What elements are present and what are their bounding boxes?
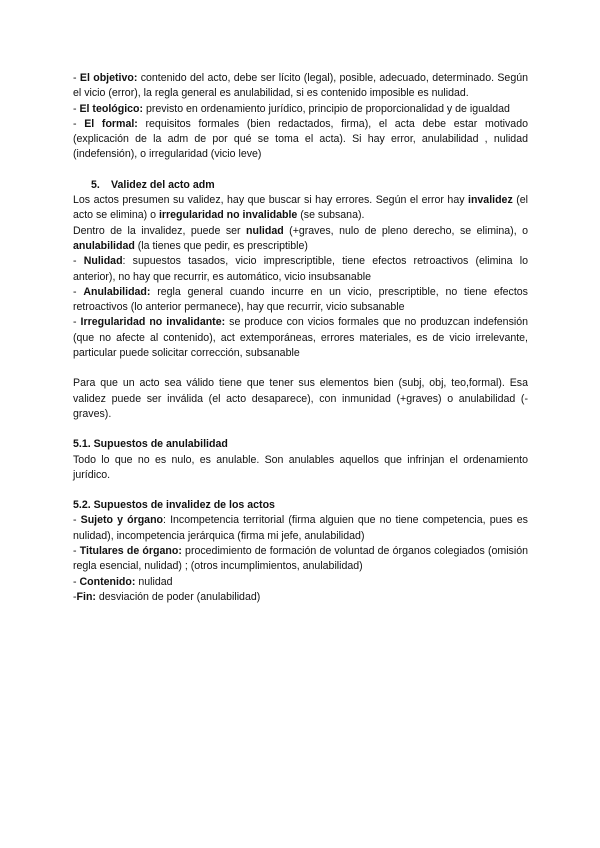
section-5-paragraph-3: Para que un acto sea válido tiene que tener sus elementos bien (subj, obj, teo,formal). Esa validez puede ser inválida (el acto desaparece), con inmunidad (+graves) o anulabilidad (-graves). — [73, 377, 528, 420]
item-teologico: - El teológico: previsto en ordenamiento jurídico, principio de proporcionalidad y de igualdad — [73, 102, 510, 115]
item-contenido: - Contenido: nulidad — [73, 575, 173, 588]
term-formal: El formal: — [84, 117, 138, 130]
item-objetivo: - El objetivo: contenido del acto, debe ser lícito (legal), posible, adecuado, determinado. Según el vicio (error), la regla general es anulabilidad, si es contenido imposible es nulidad. — [73, 72, 528, 100]
item-irregularidad: - Irregularidad no invalidante: se produce con vicios formales que no produzcan indefensión (que no afecte al contenido), act extemporáneas, errores materiales, es de vicio irrelevante, particular puede solicitar corrección, subsanable — [73, 316, 528, 360]
section-5-paragraph-2: Dentro de la invalidez, puede ser nulidad (+graves, nulo de pleno derecho, se elimina), o anulabilidad (la tienes que pedir, es prescriptible) — [73, 224, 529, 252]
document-body — [73, 71, 528, 605]
section-5-1-heading: 5.1. Supuestos de anulabilidad — [73, 438, 228, 451]
item-sujeto-organo: - Sujeto y órgano: Incompetencia territorial (firma alguien que no tiene competencia, pues es nulidad), incompetencia jerárquica (firma mi jefe, anulabilidad) — [73, 514, 528, 542]
item-titulares-organo: - Titulares de órgano: procedimiento de formación de voluntad de órganos colegiados (omisión regla esencial, nulidad) ; (otros incumplimientos, anulabilidad) — [73, 545, 528, 573]
section-5-2-heading: 5.2. Supuestos de invalidez de los actos — [73, 499, 275, 512]
term-teologico: El teológico: — [79, 102, 144, 115]
item-fin: -Fin: desviación de poder (anulabilidad) — [73, 590, 261, 603]
section-5-paragraph-1: Los actos presumen su validez, hay que buscar si hay errores. Según el error hay invalidez (el acto se elimina) o irregularidad no invalidable (se subsana). — [73, 194, 529, 222]
item-formal: - El formal: requisitos formales (bien redactados, firma), el acta debe estar motivado (explicación de la adm de por qué se toma el acta). Si hay error, anulabilidad , nulidad (indefensión), o irregularidad (vicio leve) — [73, 117, 528, 161]
section-5-heading: 5. Validez del acto adm — [91, 178, 215, 191]
item-anulabilidad: - Anulabilidad: regla general cuando incurre en un vicio, prescriptible, no tiene efectos retroactivos (lo anterior permanece), hay que recurrir, vicio subsanable — [73, 285, 528, 314]
section-5-1-paragraph: Todo lo que no es nulo, es anulable. Son anulables aquellos que infrinjan el ordenamiento jurídico. — [73, 453, 528, 481]
item-nulidad: - Nulidad: supuestos tasados, vicio imprescriptible, tiene efectos retroactivos (elimina lo anterior), no hay que recurrir, es automático, vicio insubsanable — [73, 255, 528, 283]
term-objetivo: El objetivo: — [79, 72, 138, 84]
